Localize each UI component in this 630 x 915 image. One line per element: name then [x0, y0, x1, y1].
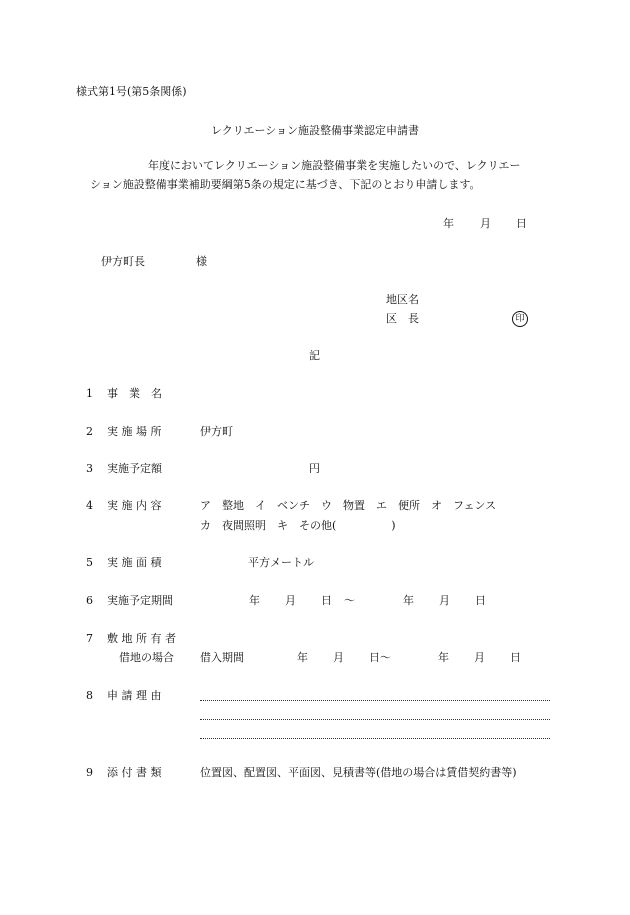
- reason-line-3: [200, 738, 550, 739]
- item-1-label: 事 業 名: [107, 387, 162, 400]
- item-3-unit: 円: [309, 462, 320, 475]
- item-4-options-line-1: ア 整地 イ ベンチ ウ 物置 エ 便所 オ フェンス: [200, 499, 497, 512]
- item-7-start-year: 年: [297, 651, 308, 664]
- ki-heading: 記: [309, 349, 320, 362]
- addressee-honorific: 様: [196, 255, 207, 268]
- item-3-number: 3: [86, 462, 93, 475]
- item-2-label: 実 施 場 所: [107, 425, 162, 438]
- item-5-number: 5: [86, 556, 93, 569]
- item-6-end-day: 日: [475, 594, 486, 607]
- item-7-end-month: 月: [474, 651, 485, 664]
- item-7-start-day: 日～: [369, 651, 391, 664]
- item-7-label: 敷 地 所 有 者: [107, 632, 176, 645]
- item-7-end-day: 日: [510, 651, 521, 664]
- item-6-start-year: 年: [249, 594, 260, 607]
- item-2-number: 2: [86, 425, 93, 438]
- item-6-end-year: 年: [403, 594, 414, 607]
- item-7-period-label: 借入期間: [200, 651, 244, 664]
- item-9-label: 添 付 書 類: [107, 766, 162, 779]
- reason-line-2: [200, 719, 550, 720]
- intro-line-1: 年度においてレクリエーション施設整備事業を実施したいので、レクリエー: [148, 159, 521, 172]
- item-8-label: 申 請 理 由: [107, 689, 162, 702]
- item-9-value: 位置図、配置図、平面図、見積書等(借地の場合は賃借契約書等): [200, 766, 517, 779]
- seal-mark: 印: [512, 311, 528, 327]
- item-7-number: 7: [86, 632, 93, 645]
- item-6-start-day: 日: [321, 594, 332, 607]
- item-9-number: 9: [86, 766, 93, 779]
- reason-line-1: [200, 700, 550, 701]
- item-6-end-month: 月: [439, 594, 450, 607]
- district-name-label: 地区名: [386, 293, 419, 306]
- addressee-name: 伊方町長: [101, 255, 145, 268]
- form-number: 様式第1号(第5条関係): [76, 85, 187, 98]
- item-6-number: 6: [86, 594, 93, 607]
- item-8-number: 8: [86, 689, 93, 702]
- date-month: 月: [480, 217, 491, 230]
- item-4-number: 4: [86, 499, 93, 512]
- item-7-start-month: 月: [333, 651, 344, 664]
- district-head-label: 区 長: [386, 312, 419, 325]
- item-6-start-month: 月: [285, 594, 296, 607]
- item-1-number: 1: [86, 387, 93, 400]
- item-7-end-year: 年: [438, 651, 449, 664]
- item-5-unit: 平方メートル: [248, 556, 314, 569]
- date-day: 日: [516, 217, 527, 230]
- item-3-label: 実施予定額: [107, 462, 162, 475]
- item-6-tilde: ～: [344, 594, 355, 607]
- item-6-label: 実施予定期間: [107, 594, 173, 607]
- document-title: レクリエーション施設整備事業認定申請書: [210, 124, 420, 137]
- item-7-sublabel: 借地の場合: [119, 651, 174, 664]
- item-5-label: 実 施 面 積: [107, 556, 162, 569]
- item-4-options-line-2: カ 夜間照明 キ その他( ): [200, 519, 396, 532]
- intro-line-2: ション施設整備事業補助要綱第5条の規定に基づき、下記のとおり申請します。: [90, 178, 481, 191]
- item-4-label: 実 施 内 容: [107, 499, 162, 512]
- date-year: 年: [443, 217, 454, 230]
- item-2-value: 伊方町: [200, 425, 233, 438]
